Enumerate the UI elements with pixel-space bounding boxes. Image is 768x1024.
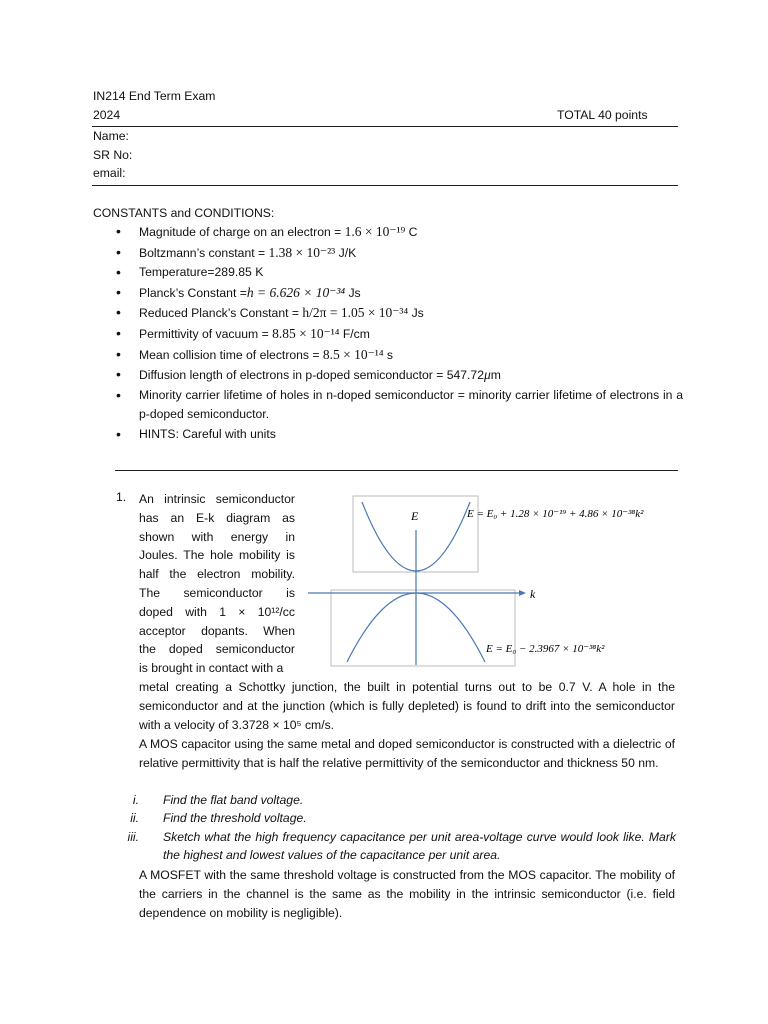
constants-list: [93, 222, 683, 445]
constant-item: • Minority carrier lifetime of holes in n-doped semiconductor = minority carrier lifetime of electrons in a p-doped semiconductor.: [93, 386, 683, 425]
conduction-band-equation: E = E₀ + 1.28 × 10⁻¹⁹ + 4.86 × 10⁻³⁸k²: [467, 508, 644, 520]
exam-year: 2024: [93, 108, 121, 122]
subpart-numeral: ii.: [130, 811, 139, 825]
subpart-numeral: i.: [132, 793, 139, 807]
intro-line: the doped semiconductor: [139, 642, 295, 657]
constant-item: • Permittivity of vacuum = 8.85 × 10⁻¹⁴ F/cm: [93, 324, 683, 345]
subpart-iii: [116, 828, 676, 864]
intro-line: An intrinsic semiconductor: [139, 492, 295, 506]
constant-item: • Temperature=289.85 K: [93, 263, 683, 283]
intro-line: has an E-k diagram as: [139, 510, 295, 525]
k-axis-arrow: [519, 590, 526, 596]
e-k-diagram: [300, 492, 680, 668]
intro-line: Joules. The hole mobility is: [139, 548, 295, 563]
intro-line: acceptor dopants. When: [139, 623, 295, 638]
subpart-ii: [116, 809, 676, 827]
section-divider: [115, 470, 678, 471]
constant-item: • Mean collision time of electrons = 8.5 × 10⁻¹⁴ s: [93, 345, 683, 366]
question-paragraph-3: A MOSFET with the same threshold voltage is constructed from the MOS capacitor. The mobility of the carriers in the channel is the same as the mobility in the intrinsic semiconductor (i.e. field dependence on mobility is negligible).: [139, 868, 675, 920]
intro-line: shown with energy in: [139, 529, 295, 544]
k-axis-label: k: [530, 587, 536, 601]
energy-axis-label: E: [411, 509, 419, 523]
question-number: 1.: [116, 490, 127, 504]
constant-item: • Boltzmann’s constant = 1.38 × 10⁻²³ J/K: [93, 243, 683, 264]
constant-item: • Planck’s Constant =h = 6.626 × 10⁻³⁴ Js: [93, 283, 683, 304]
info-divider: [92, 185, 678, 186]
question-paragraph-2: A MOS capacitor using the same metal and doped semiconductor is constructed with a dielectric of relative permittivity that is half the relative permittivity of the semiconductor and thickness 50 nm.: [139, 737, 675, 770]
subpart-i: [116, 791, 676, 809]
subpart-text: Find the threshold voltage.: [163, 811, 307, 825]
intro-line: half the electron mobility.: [139, 567, 295, 582]
question-paragraph-1: metal creating a Schottky junction, the built in potential turns out to be 0.7 V. A hole in the semiconductor and at the junction (which is fully depleted) is found to drift into the semiconductor with a velocity of 3.3728 × 10⁵ cm/s.: [139, 680, 675, 732]
subpart-numeral: iii.: [127, 830, 139, 844]
name-label: Name:: [93, 129, 129, 143]
header-divider: [92, 126, 678, 127]
constants-heading: CONSTANTS and CONDITIONS:: [93, 206, 275, 220]
email-label: email:: [93, 166, 126, 180]
constant-item: • Diffusion length of electrons in p-doped semiconductor = 547.72μm: [93, 365, 683, 386]
intro-line: The semiconductor is: [139, 585, 295, 600]
question-intro: [139, 490, 295, 678]
exam-title: IN214 End Term Exam: [93, 89, 216, 103]
valence-band-equation: E = E₀ − 2.3967 × 10⁻³⁸k²: [486, 643, 605, 655]
constant-item: • HINTS: Careful with units: [93, 425, 683, 445]
subpart-text: Find the flat band voltage.: [163, 793, 304, 807]
constant-item: • Magnitude of charge on an electron = 1.6 × 10⁻¹⁹ C: [93, 222, 683, 243]
intro-line: is brought in contact with a: [139, 661, 284, 676]
total-points: TOTAL 40 points: [557, 108, 648, 122]
constant-item: • Reduced Planck’s Constant = h/2π = 1.05 × 10⁻³⁴ Js: [93, 303, 683, 324]
subpart-text: Sketch what the high frequency capacitance per unit area-voltage curve would look like. Mark the highest and lowest values of the capacitance per unit area.: [163, 830, 676, 863]
intro-line: doped with 1 × 10¹²/cc: [139, 604, 295, 619]
sr-no-label: SR No:: [93, 148, 133, 162]
